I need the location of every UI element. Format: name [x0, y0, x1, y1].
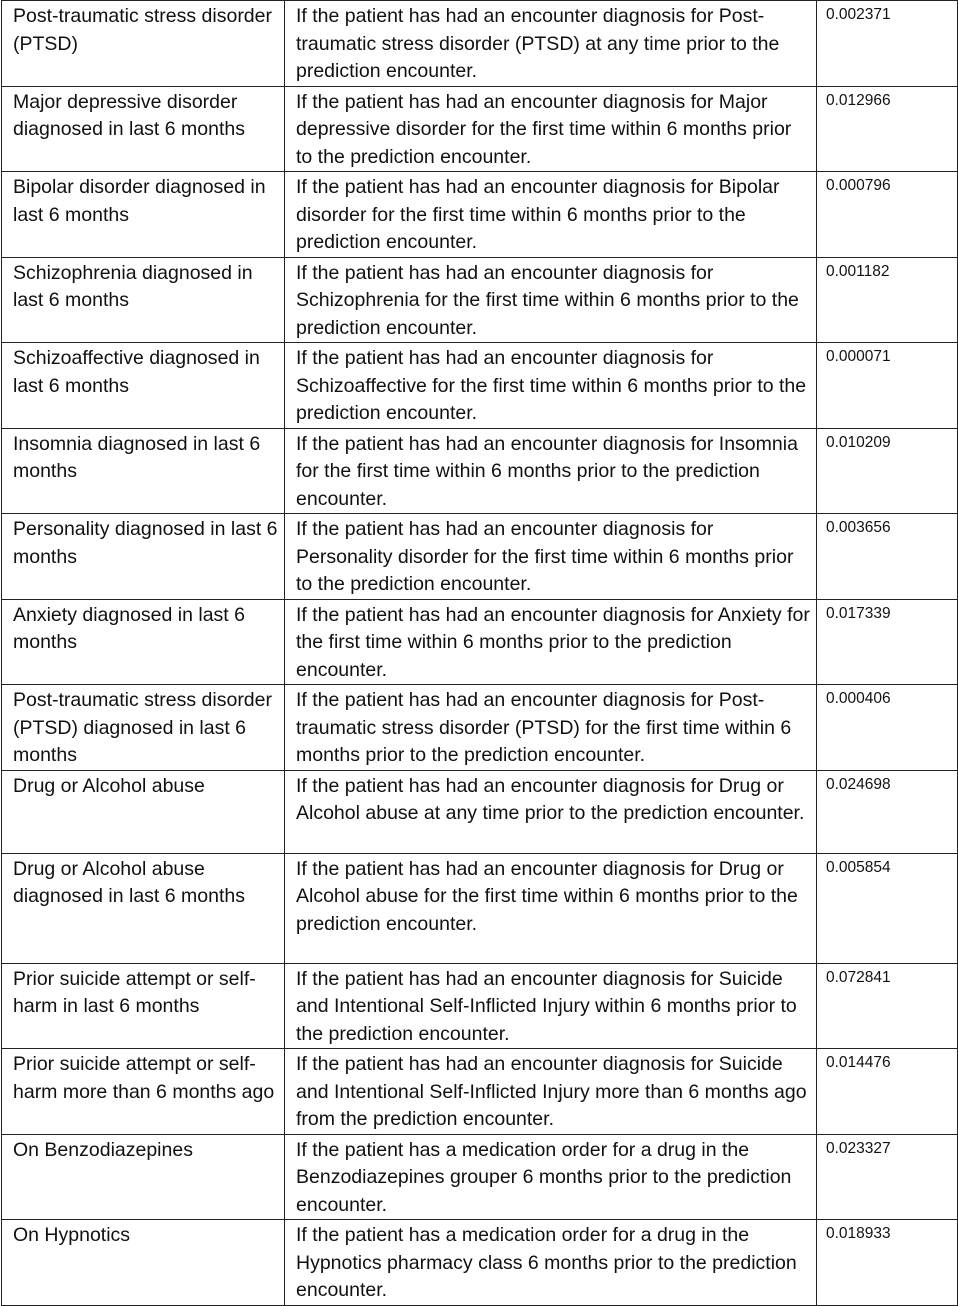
- feature-definition-cell: If the patient has had an encounter diagnosis for Insomnia for the first time within 6 months prior to the prediction encounter.: [285, 428, 817, 514]
- feature-value-cell: 0.017339: [817, 599, 958, 685]
- feature-value-cell: 0.072841: [817, 963, 958, 1049]
- table-row: [2, 257, 958, 343]
- feature-name-cell: Post-traumatic stress disorder (PTSD) diagnosed in last 6 months: [2, 685, 285, 771]
- feature-name-cell: Drug or Alcohol abuse diagnosed in last 6 months: [2, 853, 285, 963]
- feature-value-cell: 0.000406: [817, 685, 958, 771]
- feature-value-cell: 0.002371: [817, 1, 958, 87]
- feature-name-cell: Prior suicide attempt or self-harm more than 6 months ago: [2, 1049, 285, 1135]
- feature-name-cell: Post-traumatic stress disorder (PTSD): [2, 1, 285, 87]
- table-row: [2, 963, 958, 1049]
- feature-name-cell: Personality diagnosed in last 6 months: [2, 514, 285, 600]
- table-row: [2, 1220, 958, 1306]
- table-row: [2, 428, 958, 514]
- feature-definition-cell: If the patient has had an encounter diagnosis for Personality disorder for the first time within 6 months prior to the prediction encounter.: [285, 514, 817, 600]
- table-row: [2, 343, 958, 429]
- feature-value-cell: 0.010209: [817, 428, 958, 514]
- feature-definition-cell: If the patient has a medication order for a drug in the Benzodiazepines grouper 6 months prior to the prediction encounter.: [285, 1134, 817, 1220]
- feature-definition-cell: If the patient has had an encounter diagnosis for Schizophrenia for the first time within 6 months prior to the prediction encounter.: [285, 257, 817, 343]
- feature-name-cell: Schizoaffective diagnosed in last 6 months: [2, 343, 285, 429]
- feature-value-cell: 0.000071: [817, 343, 958, 429]
- feature-table: [1, 0, 958, 1306]
- feature-value-cell: 0.018933: [817, 1220, 958, 1306]
- table-row: [2, 1049, 958, 1135]
- feature-definition-cell: If the patient has had an encounter diagnosis for Drug or Alcohol abuse for the first time within 6 months prior to the prediction encounter.: [285, 853, 817, 963]
- feature-definition-cell: If the patient has had an encounter diagnosis for Major depressive disorder for the first time within 6 months prior to the prediction encounter.: [285, 86, 817, 172]
- feature-definition-cell: If the patient has had an encounter diagnosis for Suicide and Intentional Self-Inflicted Injury within 6 months prior to the prediction encounter.: [285, 963, 817, 1049]
- feature-name-cell: Insomnia diagnosed in last 6 months: [2, 428, 285, 514]
- feature-value-cell: 0.024698: [817, 770, 958, 853]
- feature-value-cell: 0.012966: [817, 86, 958, 172]
- table-row: [2, 853, 958, 963]
- feature-name-cell: On Hypnotics: [2, 1220, 285, 1306]
- table-row: [2, 1134, 958, 1220]
- feature-name-cell: Prior suicide attempt or self-harm in last 6 months: [2, 963, 285, 1049]
- feature-name-cell: Schizophrenia diagnosed in last 6 months: [2, 257, 285, 343]
- feature-definition-cell: If the patient has had an encounter diagnosis for Schizoaffective for the first time within 6 months prior to the prediction encounter.: [285, 343, 817, 429]
- feature-value-cell: 0.023327: [817, 1134, 958, 1220]
- feature-value-cell: 0.005854: [817, 853, 958, 963]
- feature-definition-cell: If the patient has had an encounter diagnosis for Post-traumatic stress disorder (PTSD) for the first time within 6 months prior to the prediction encounter.: [285, 685, 817, 771]
- table-row: [2, 172, 958, 258]
- table-row: [2, 86, 958, 172]
- feature-definition-cell: If the patient has a medication order for a drug in the Hypnotics pharmacy class 6 months prior to the prediction encounter.: [285, 1220, 817, 1306]
- table-row: [2, 1, 958, 87]
- feature-definition-cell: If the patient has had an encounter diagnosis for Post-traumatic stress disorder (PTSD) at any time prior to the prediction encounter.: [285, 1, 817, 87]
- feature-definition-cell: If the patient has had an encounter diagnosis for Suicide and Intentional Self-Inflicted Injury more than 6 months ago from the prediction encounter.: [285, 1049, 817, 1135]
- feature-value-cell: 0.014476: [817, 1049, 958, 1135]
- feature-name-cell: Bipolar disorder diagnosed in last 6 months: [2, 172, 285, 258]
- feature-value-cell: 0.003656: [817, 514, 958, 600]
- feature-value-cell: 0.000796: [817, 172, 958, 258]
- table-row: [2, 599, 958, 685]
- feature-name-cell: Drug or Alcohol abuse: [2, 770, 285, 853]
- feature-name-cell: On Benzodiazepines: [2, 1134, 285, 1220]
- table-row: [2, 770, 958, 853]
- feature-definition-cell: If the patient has had an encounter diagnosis for Drug or Alcohol abuse at any time prior to the prediction encounter.: [285, 770, 817, 853]
- feature-name-cell: Major depressive disorder diagnosed in last 6 months: [2, 86, 285, 172]
- feature-name-cell: Anxiety diagnosed in last 6 months: [2, 599, 285, 685]
- table-row: [2, 514, 958, 600]
- feature-definition-cell: If the patient has had an encounter diagnosis for Anxiety for the first time within 6 months prior to the prediction encounter.: [285, 599, 817, 685]
- feature-value-cell: 0.001182: [817, 257, 958, 343]
- feature-definition-cell: If the patient has had an encounter diagnosis for Bipolar disorder for the first time within 6 months prior to the prediction encounter.: [285, 172, 817, 258]
- table-row: [2, 685, 958, 771]
